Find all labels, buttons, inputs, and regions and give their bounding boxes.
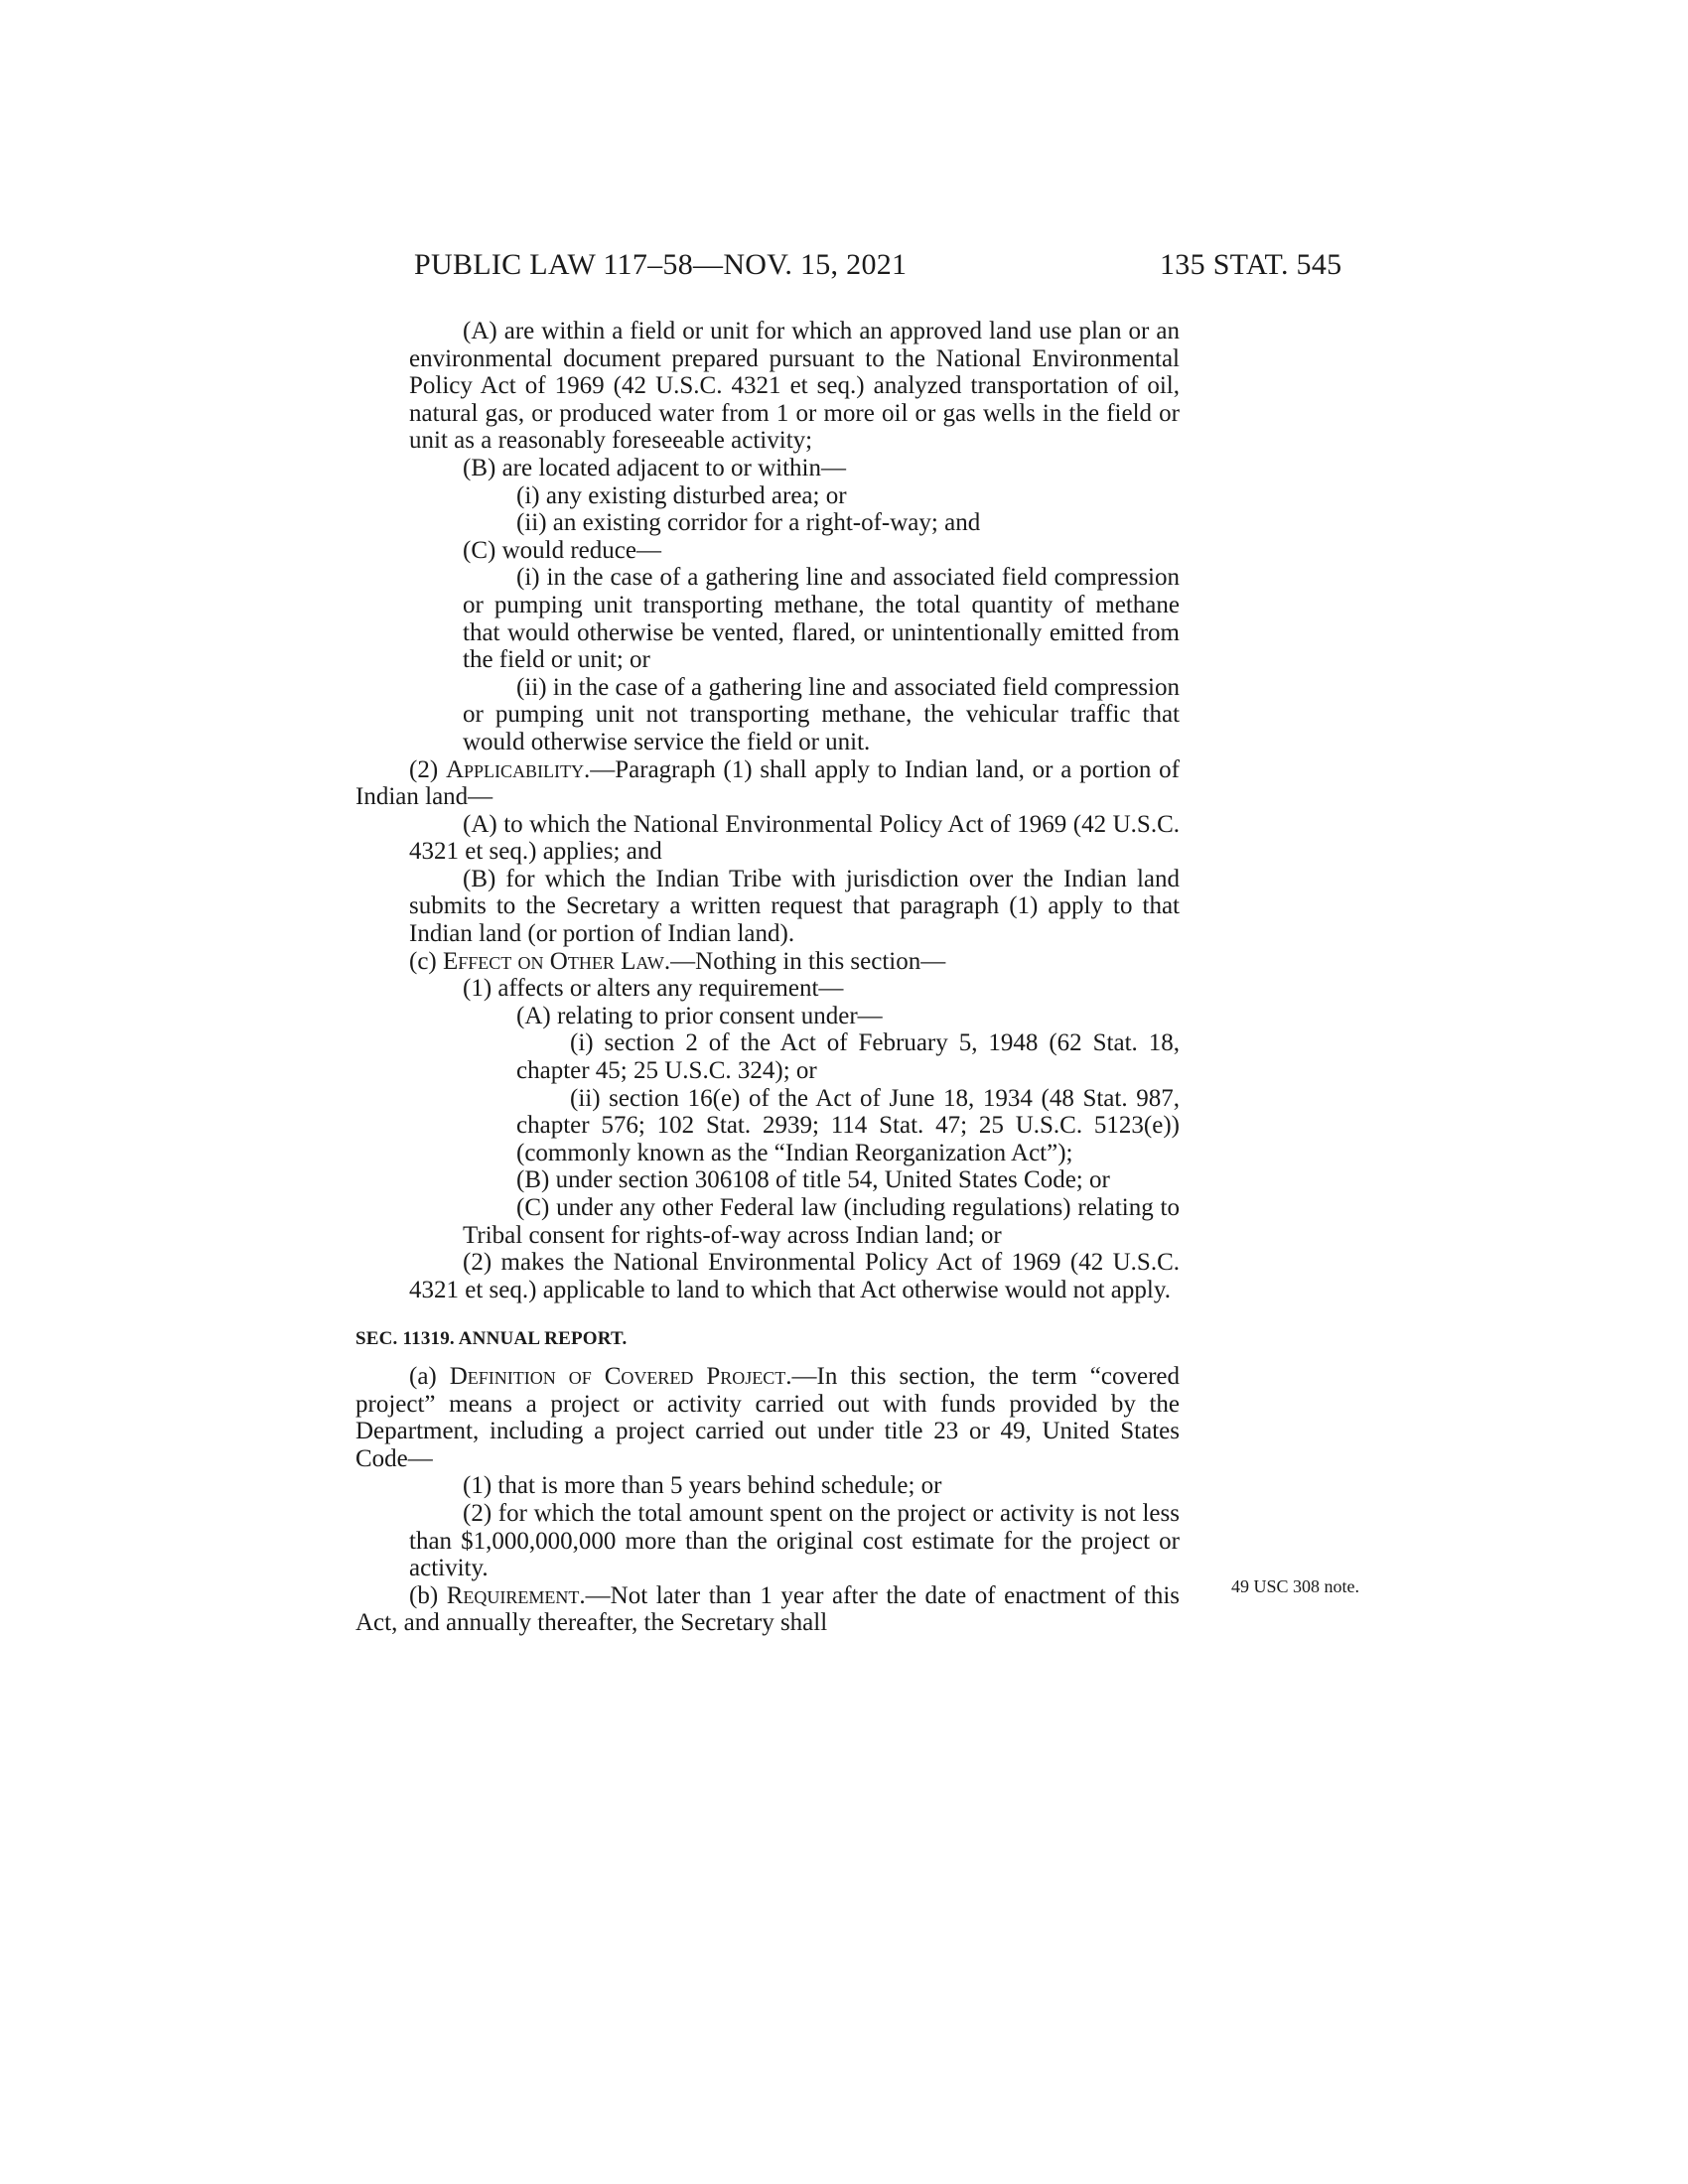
paragraph-b1B: (B) are located adjacent to or within— xyxy=(463,454,846,481)
paragraph-a2: (2) for which the total amount spent on the project or activity is not less than $1,000,000,000 more than the original cost estimate for the project or activity. xyxy=(409,1499,1180,1582)
paragraph-b2-text: .—Paragraph (1) shall apply to Indian land, or a portion of Indian land— xyxy=(355,755,1180,811)
paragraph-b1C: (C) would reduce— xyxy=(463,536,661,564)
margin-note: 49 USC 308 note. xyxy=(1231,1576,1360,1596)
paragraph-b1Cii: (ii) in the case of a gathering line and associated field compression or pumping unit not transporting methane, the vehicular traffic that would otherwise service the field or unit. xyxy=(463,673,1180,755)
document-body xyxy=(355,318,1180,1637)
paragraph-b xyxy=(355,1582,1180,1637)
paragraph-b2 xyxy=(355,756,1180,811)
paragraph-b-heading: Requirement xyxy=(446,1581,580,1609)
paragraph-a xyxy=(355,1363,1180,1472)
paragraph-c1Ai: (i) section 2 of the Act of February 5, 1948 (62 Stat. 18, chapter 45; 25 U.S.C. 324); or xyxy=(516,1029,1180,1085)
paragraph-c1B: (B) under section 306108 of title 54, United States Code; or xyxy=(516,1166,1110,1194)
paragraph-a-text: .—In this section, the term “covered project” means a project or activity carried out with funds provided by the Department, including a project carried out under title 23 or 49, United States Code— xyxy=(355,1362,1181,1472)
page-header-right: 135 STAT. 545 xyxy=(1160,248,1342,281)
paragraph-b2-heading: Applicability xyxy=(445,755,585,783)
paragraph-b2B: (B) for which the Indian Tribe with jurisdiction over the Indian land submits to the Secretary a written request that paragraph (1) apply to that Indian land (or portion of Indian land). xyxy=(409,865,1180,948)
paragraph-b2-number: (2) xyxy=(409,755,446,783)
paragraph-c xyxy=(355,948,1180,976)
paragraph-c-letter: (c) xyxy=(409,947,443,975)
paragraph-a-heading: Definition of Covered Project xyxy=(449,1362,786,1390)
paragraph-b1Bii: (ii) an existing corridor for a right-of-way; and xyxy=(516,509,981,537)
paragraph-b1Bi: (i) any existing disturbed area; or xyxy=(516,481,847,509)
paragraph-a1: (1) that is more than 5 years behind schedule; or xyxy=(463,1472,942,1500)
paragraph-b-letter: (b) xyxy=(409,1581,447,1609)
paragraph-c1Aii: (ii) section 16(e) of the Act of June 18, 1934 (48 Stat. 987, chapter 576; 102 Stat. 2939; 114 Stat. 47; 25 U.S.C. 5123(e)) (commonly known as the “Indian Reorganization Act”); xyxy=(516,1084,1180,1166)
page-header-left: PUBLIC LAW 117–58—NOV. 15, 2021 xyxy=(414,248,908,281)
paragraph-b1Ci: (i) in the case of a gathering line and associated field compression or pumping unit transporting methane, the total quantity of methane that would otherwise be vented, flared, or unintentionally emitted from the field or unit; or xyxy=(463,564,1180,674)
paragraph-b2A: (A) to which the National Environmental Policy Act of 1969 (42 U.S.C. 4321 et seq.) applies; and xyxy=(409,810,1180,866)
paragraph-c-text: .—Nothing in this section— xyxy=(663,947,946,975)
paragraph-b1A: (A) are within a field or unit for which an approved land use plan or an environmental document prepared pursuant to the National Environmental Policy Act of 1969 (42 U.S.C. 4321 et seq.) analyzed transportation of oil, natural gas, or produced water from 1 or more oil or gas wells in the field or unit as a reasonably foreseeable activity; xyxy=(409,318,1180,455)
paragraph-a-letter: (a) xyxy=(409,1362,450,1390)
paragraph-c1A: (A) relating to prior consent under— xyxy=(516,1002,883,1029)
paragraph-c2: (2) makes the National Environmental Policy Act of 1969 (42 U.S.C. 4321 et seq.) applicable to land to which that Act otherwise would not apply. xyxy=(409,1249,1180,1303)
paragraph-c1: (1) affects or alters any requirement— xyxy=(463,975,844,1003)
paragraph-c1C: (C) under any other Federal law (including regulations) relating to Tribal consent for rights-of-way across Indian land; or xyxy=(463,1194,1180,1249)
paragraph-b-text: .—Not later than 1 year after the date of enactment of this Act, and annually thereafter, the Secretary shall xyxy=(355,1581,1180,1637)
paragraph-c-heading: Effect on Other Law xyxy=(443,947,664,975)
section-heading: SEC. 11319. ANNUAL REPORT. xyxy=(355,1328,628,1350)
